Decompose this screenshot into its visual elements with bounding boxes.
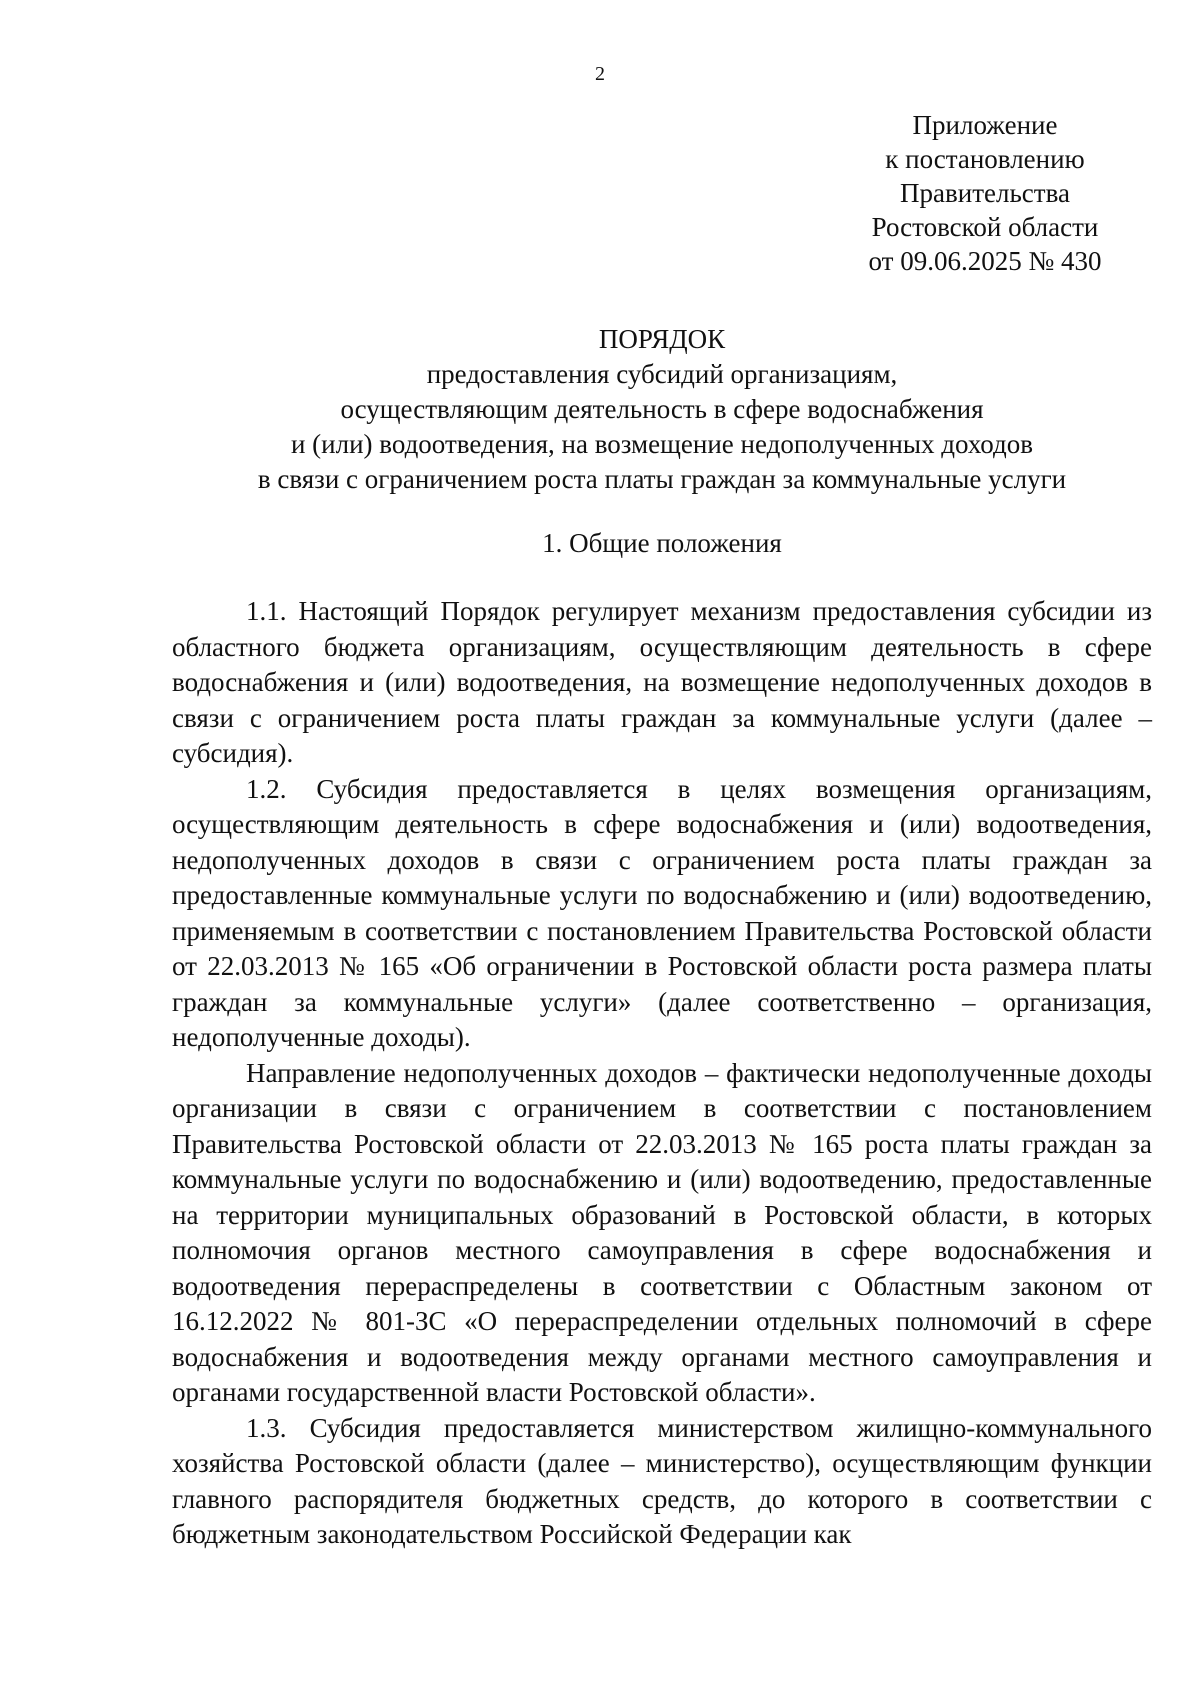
paragraph-1-1: 1.1. Настоящий Порядок регулирует механизм предоставления субсидии из областного бюджета организациям, осуществляющим деятельность в сфере водоснабжения и (или) водоотведения, на возмещение недополученных доходов в связи с ограничением роста платы граждан за коммунальные услуги (далее – субсидия). (172, 596, 1152, 768)
appendix-line: Ростовской области (871, 212, 1099, 242)
title-line: в связи с ограничением роста платы граждан за коммунальные услуги (257, 464, 1067, 494)
title-line: и (или) водоотведения, на возмещение недополученных доходов (290, 429, 1033, 459)
section-heading: 1. Общие положения (542, 528, 782, 558)
paragraph-1-3: 1.3. Субсидия предоставляется министерством жилищно-коммунального хозяйства Ростовской области (далее – министерство), осуществляющим функции главного распорядителя бюджетных средств, до которого в соответствии с бюджетным законодательством Российской Федерации как (172, 1412, 1152, 1549)
appendix-line: Правительства (900, 178, 1070, 208)
title-heading: ПОРЯДОК (598, 324, 726, 354)
appendix-line: Приложение (912, 110, 1058, 140)
appendix-line: к постановлению (885, 144, 1085, 174)
document-body (172, 594, 1152, 1553)
paragraph-direction: Направление недополученных доходов – фактически недополученные доходы организации в связи с ограничением в соответствии с постановлением Правительства Ростовской области от 22.03.2013 № 165 роста платы граждан за коммунальные услуги по водоснабжению и (или) водоотведению, предоставленные на территории муниципальных образований в Ростовской области, в которых полномочия органов местного самоуправления в сфере водоснабжения и водоотведения перераспределены в соответствии с Областным законом от 16.12.2022 № 801-ЗС «О перераспределении отдельных полномочий в сфере водоснабжения и водоотведения между органами местного самоуправления и органами государственной власти Ростовской области». (172, 1057, 1152, 1407)
paragraph-1-2: 1.2. Субсидия предоставляется в целях возмещения организациям, осуществляющим деятельность в сфере водоснабжения и (или) водоотведения, недополученных доходов в связи с ограничением роста платы граждан за предоставленные коммунальные услуги по водоснабжению и (или) водоотведению, применяемым в соответствии с постановлением Правительства Ростовской области от 22.03.2013 № 165 «Об ограничении в Ростовской области роста размера платы граждан за коммунальные услуги» (далее соответственно – организация, недополученные доходы). (172, 773, 1152, 1052)
document-title (172, 322, 1152, 497)
page-number: 2 (595, 63, 605, 85)
appendix-block (845, 108, 1125, 278)
appendix-line: от 09.06.2025 № 430 (868, 246, 1102, 276)
title-line: осуществляющим деятельность в сфере водоснабжения (340, 394, 984, 424)
title-line: предоставления субсидий организациям, (426, 359, 898, 389)
